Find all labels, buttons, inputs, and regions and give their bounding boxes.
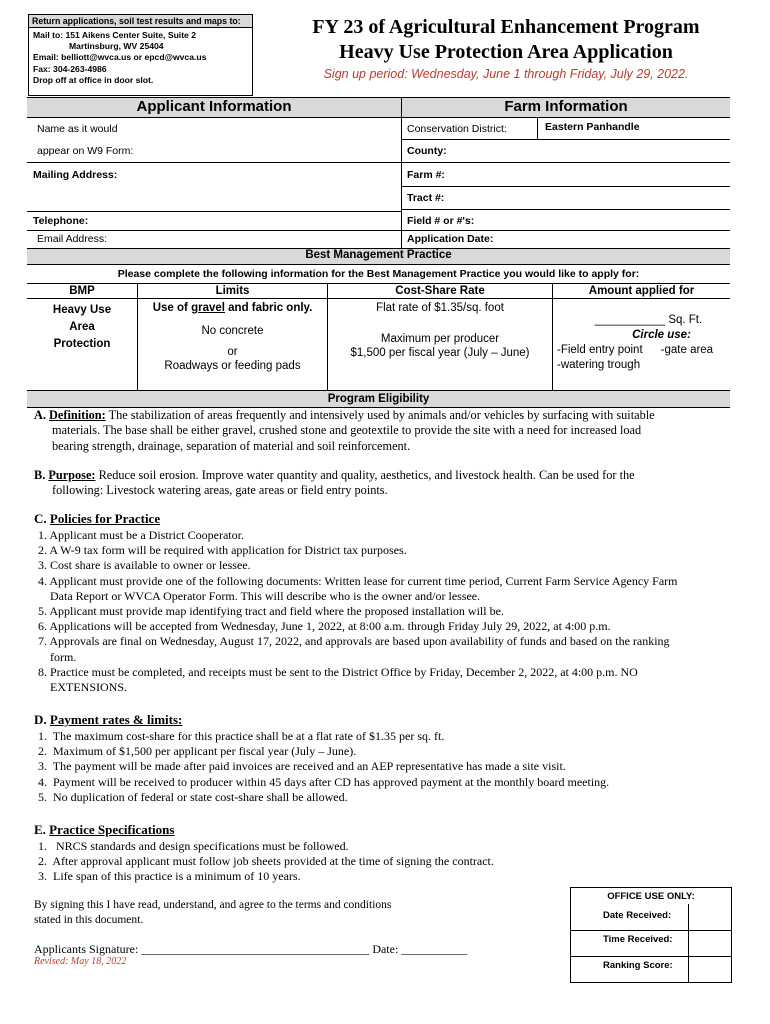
policy-item: 6. Applications will be accepted from Wednesday, June 1, 2022, at 8:00 a.m. through Friday July 29, 2022, at 4:00 p.m. [38,619,611,634]
district-label: Conservation District: [407,123,507,135]
return-email-line: Email: belliott@wvca.us or epcd@wvca.us [33,52,207,63]
county-label: County: [407,145,447,157]
bmp-name: Heavy Use Area Protection [52,304,112,350]
time-received-label: Time Received: [603,934,673,945]
revised-date: Revised: May 18, 2022 [34,956,127,967]
spec-item: 3. Life span of this practice is a minimum of 10 years. [38,869,301,884]
page-title-line2: Heavy Use Protection Area Application [339,41,673,63]
ranking-score-label: Ranking Score: [603,960,673,971]
return-box-heading: Return applications, soil test results and maps to: [29,15,252,28]
section-policies: C. Policies for Practice 1. Applicant must be a District Cooperator. 2. A W-9 tax form will be required with application for District tax purposes. 3. Cost share is available to owner or lessee. 4. Applicant must provide one of the following documents: Written lease for current time period, Current Farm Service Agency Farm Data Report or WVCA Operator Form. This will describe who is the owner and/or lessee. 5. Applicant must provide map identifying tract and field where the proposed installation will be. 6. Applications will be accepted from Wednesday, June 1, 2022, at 8:00 a.m. through Friday July 29, 2022, at 4:00 p.m. 7. Approvals are final on Wednesday, August 17, 2022, and approvals are based upon availability of funds and based on the ranking form. 8. Practice must be completed, and receipts must be sent to the District Office by Friday, December 2, 2022, at 4:00 p.m. NO EXTENSIONS. [34,511,754,695]
district-value: Eastern Panhandle [545,121,640,133]
spec-item: 2. After approval applicant must follow job sheets provided at the time of signing the contract. [38,854,494,869]
policy-item: 4. Applicant must provide one of the following documents: Written lease for current time period, Current Farm Service Agency Farm [38,573,678,588]
payment-item: 4. Payment will be received to producer within 45 days after CD has approved payment at the monthly board meeting. [38,774,610,789]
section-payment: D. Payment rates & limits: 1. The maximum cost-share for this practice shall be at a flat rate of $1.35 per sq. ft. 2. Maximum of $1,500 per applicant per fiscal year (July – June). 3. The payment will be made after paid invoices are received and an AEP representative has made a site visit. 4. Payment will be received to producer within 45 days after CD has approved payment at the monthly board meeting. 5. No duplication of federal or state cost-share shall be allowed. [34,712,754,805]
policy-item: 7. Approvals are final on Wednesday, August 17, 2022, and approvals are based upon availability of funds and based on the ranking [38,634,670,649]
email-label: Email Address: [37,233,108,245]
bmp-table [27,248,730,390]
mailing-address-label: Mailing Address: [33,169,118,181]
name-label-line1: Name as it would [37,123,118,135]
policy-item: 3. Cost share is available to owner or lessee. [38,558,251,573]
section-specifications: E. Practice Specifications 1. NRCS standards and design specifications must be followed. 2. After approval applicant must follow job sheets provided at the time of signing the contract. 3. Life span of this practice is a minimum of 10 years. [34,822,754,885]
page-title-line1: FY 23 of Agricultural Enhancement Program [312,16,700,38]
return-info-box [28,14,253,96]
info-table [27,97,730,248]
payment-item: 2. Maximum of $1,500 per applicant per fiscal year (July – June). [38,744,357,759]
policy-item: Data Report or WVCA Operator Form. This will describe who is the owner and/or lessee. [38,588,481,603]
eligibility-heading: Program Eligibility [327,393,430,405]
signup-period: Sign up period: Wednesday, June 1 through Friday, July 29, 2022. [323,67,689,81]
limits-cell: Use of gravel and fabric only. No concrete or Roadways or feeding pads [152,302,313,372]
policy-item: EXTENSIONS. [38,680,127,695]
policy-item: 8. Practice must be completed, and receipts must be sent to the District Office by Friday, December 2, 2022, at 4:00 p.m. NO [38,664,638,679]
office-use-heading: OFFICE USE ONLY: [607,891,695,902]
section-definition: A. Definition: The stabilization of areas frequently and intensively used by animals and/or vehicles by surfacing with suitable materials. The base shall be either gravel, crushed stone and geotextile to provide the site with a need for increased load bearing strength, drainage, separation of material and soil reinforcement. [34,408,655,453]
return-mail-line: Mail to: 151 Aikens Center Suite, Suite 2 [33,30,197,40]
payment-item: 3. The payment will be made after paid invoices are received and an AEP representative has made a site visit. [38,759,566,774]
bmp-instruction: Please complete the following information for the Best Management Practice you would like to apply for: [117,268,640,280]
name-label-line2: appear on W9 Form: [37,145,134,157]
policy-item: 1. Applicant must be a District Cooperator. [38,528,244,542]
return-city-line: Martinsburg, WV 25404 [69,41,164,52]
col-limits: Limits [215,285,250,297]
rate-cell: Flat rate of $1.35/sq. foot Maximum per producer $1,500 per fiscal year (July – June) [350,302,530,359]
amount-cell: ___________ Sq. Ft. Circle use: -Field entry point -gate area -watering trough [557,314,714,371]
tract-number-label: Tract #: [407,192,445,204]
signing-statement: By signing this I have read, understand, and agree to the terms and conditions stated in this document. [34,899,392,926]
applicant-heading: Applicant Information [136,98,292,115]
signature-line: Applicants Signature: ______________________________________ Date: ___________ [34,942,468,956]
col-amount: Amount applied for [588,285,695,297]
section-purpose: B. Purpose: Reduce soil erosion. Improve water quantity and quality, aesthetics, and livestock health. Can be used for the following: Livestock watering areas, gate areas or field entry points. [34,468,635,498]
payment-item: 1. The maximum cost-share for this practice shall be at a flat rate of $1.35 per sq. ft. [38,729,445,743]
office-use-box [570,887,732,983]
policy-item: 2. A W-9 tax form will be required with application for District tax purposes. [38,543,407,558]
col-bmp: BMP [69,285,95,297]
date-received-label: Date Received: [603,910,672,921]
telephone-label: Telephone: [33,215,89,227]
return-fax-line: Fax: 304-263-4986 [33,63,107,74]
return-dropoff-line: Drop off at office in door slot. [33,74,154,85]
farm-heading: Farm Information [504,98,628,115]
spec-item: 1. NRCS standards and design specifications must be followed. [38,839,349,853]
bmp-heading: Best Management Practice [305,249,452,261]
col-rate: Cost-Share Rate [395,285,485,297]
field-number-label: Field # or #'s: [407,215,475,227]
policy-item: 5. Applicant must provide map identifying tract and field where the proposed installation will be. [38,604,504,619]
policy-item: form. [38,649,77,664]
payment-item: 5. No duplication of federal or state cost-share shall be allowed. [38,789,348,804]
farm-number-label: Farm #: [407,169,445,181]
application-date-label: Application Date: [407,233,494,245]
